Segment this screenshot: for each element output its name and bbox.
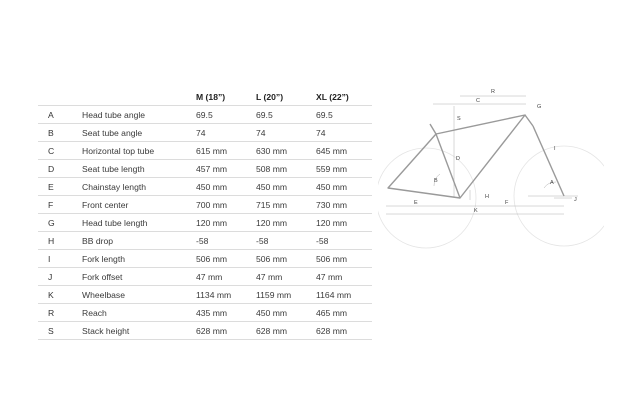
label-e: E (414, 200, 418, 206)
header-letter (38, 88, 82, 106)
seatpost (430, 124, 436, 134)
table-row (38, 178, 372, 196)
row-value-l: 120 mm (256, 214, 316, 232)
row-value-l: 47 mm (256, 268, 316, 286)
row-letter: G (38, 214, 82, 232)
frame-front-triangle (436, 115, 525, 198)
row-value-l: 715 mm (256, 196, 316, 214)
row-measurement-name: Fork offset (82, 268, 196, 286)
row-value-l: 506 mm (256, 250, 316, 268)
row-letter: H (38, 232, 82, 250)
row-value-m: 457 mm (196, 160, 256, 178)
row-letter: J (38, 268, 82, 286)
row-value-m: 47 mm (196, 268, 256, 286)
label-d: D (456, 156, 460, 162)
rear-wheel (378, 148, 476, 248)
label-f: F (505, 200, 509, 206)
row-value-m: 506 mm (196, 250, 256, 268)
row-value-m: 700 mm (196, 196, 256, 214)
row-value-l: 74 (256, 124, 316, 142)
row-value-m: 120 mm (196, 214, 256, 232)
label-i: I (554, 146, 556, 152)
table-row (38, 196, 372, 214)
row-value-l: 450 mm (256, 178, 316, 196)
table-row (38, 214, 372, 232)
label-b: B (434, 178, 438, 184)
row-value-m: 69.5 (196, 106, 256, 124)
geometry-table (38, 88, 372, 340)
row-value-m: 74 (196, 124, 256, 142)
row-measurement-name: Front center (82, 196, 196, 214)
row-measurement-name: Head tube length (82, 214, 196, 232)
table-row (38, 142, 372, 160)
row-value-l: 1159 mm (256, 286, 316, 304)
label-r: R (491, 89, 495, 95)
row-value-m: -58 (196, 232, 256, 250)
table-row (38, 322, 372, 340)
row-value-xl: 559 mm (316, 160, 372, 178)
head-tube (525, 115, 533, 126)
table-row (38, 304, 372, 322)
bike-geometry-diagram (378, 78, 604, 258)
row-letter: S (38, 322, 82, 340)
header-size-m: M (18”) (196, 91, 226, 102)
row-measurement-name: Wheelbase (82, 286, 196, 304)
row-value-xl: 69.5 (316, 106, 372, 124)
table-row (38, 160, 372, 178)
fork (533, 126, 564, 196)
row-letter: D (38, 160, 82, 178)
row-value-xl: -58 (316, 232, 372, 250)
row-letter: E (38, 178, 82, 196)
table-header-row (38, 88, 372, 106)
row-measurement-name: Head tube angle (82, 106, 196, 124)
row-measurement-name: BB drop (82, 232, 196, 250)
table-row (38, 268, 372, 286)
header-name (82, 88, 196, 106)
row-value-xl: 506 mm (316, 250, 372, 268)
header-size-l: L (20”) (256, 91, 284, 102)
row-value-l: 628 mm (256, 322, 316, 340)
row-value-m: 615 mm (196, 142, 256, 160)
row-value-l: 450 mm (256, 304, 316, 322)
row-letter: K (38, 286, 82, 304)
row-value-xl: 120 mm (316, 214, 372, 232)
row-measurement-name: Seat tube angle (82, 124, 196, 142)
row-value-l: 630 mm (256, 142, 316, 160)
table-row (38, 124, 372, 142)
table-body (38, 106, 372, 340)
row-value-xl: 645 mm (316, 142, 372, 160)
row-value-l: -58 (256, 232, 316, 250)
row-value-xl: 730 mm (316, 196, 372, 214)
row-measurement-name: Stack height (82, 322, 196, 340)
row-value-l: 508 mm (256, 160, 316, 178)
row-measurement-name: Seat tube length (82, 160, 196, 178)
row-measurement-name: Horizontal top tube (82, 142, 196, 160)
table-row (38, 286, 372, 304)
label-s: S (457, 116, 461, 122)
row-letter: B (38, 124, 82, 142)
row-value-xl: 628 mm (316, 322, 372, 340)
row-letter: C (38, 142, 82, 160)
row-letter: I (38, 250, 82, 268)
row-measurement-name: Chainstay length (82, 178, 196, 196)
row-value-l: 69.5 (256, 106, 316, 124)
row-value-xl: 465 mm (316, 304, 372, 322)
label-a: A (550, 180, 554, 186)
label-k: K (474, 208, 478, 214)
row-value-xl: 47 mm (316, 268, 372, 286)
table-row (38, 106, 372, 124)
row-value-xl: 450 mm (316, 178, 372, 196)
row-letter: R (38, 304, 82, 322)
row-measurement-name: Reach (82, 304, 196, 322)
table-row (38, 232, 372, 250)
table-row (38, 250, 372, 268)
row-letter: A (38, 106, 82, 124)
header-size-xl: XL (22”) (316, 91, 349, 102)
label-j: J (574, 197, 577, 203)
row-value-m: 628 mm (196, 322, 256, 340)
label-h: H (485, 194, 489, 200)
row-letter: F (38, 196, 82, 214)
seat-stays (388, 134, 460, 198)
label-c: C (476, 98, 480, 104)
row-value-m: 450 mm (196, 178, 256, 196)
row-value-m: 1134 mm (196, 286, 256, 304)
row-measurement-name: Fork length (82, 250, 196, 268)
row-value-xl: 74 (316, 124, 372, 142)
label-g: G (537, 104, 542, 110)
row-value-xl: 1164 mm (316, 286, 372, 304)
row-value-m: 435 mm (196, 304, 256, 322)
